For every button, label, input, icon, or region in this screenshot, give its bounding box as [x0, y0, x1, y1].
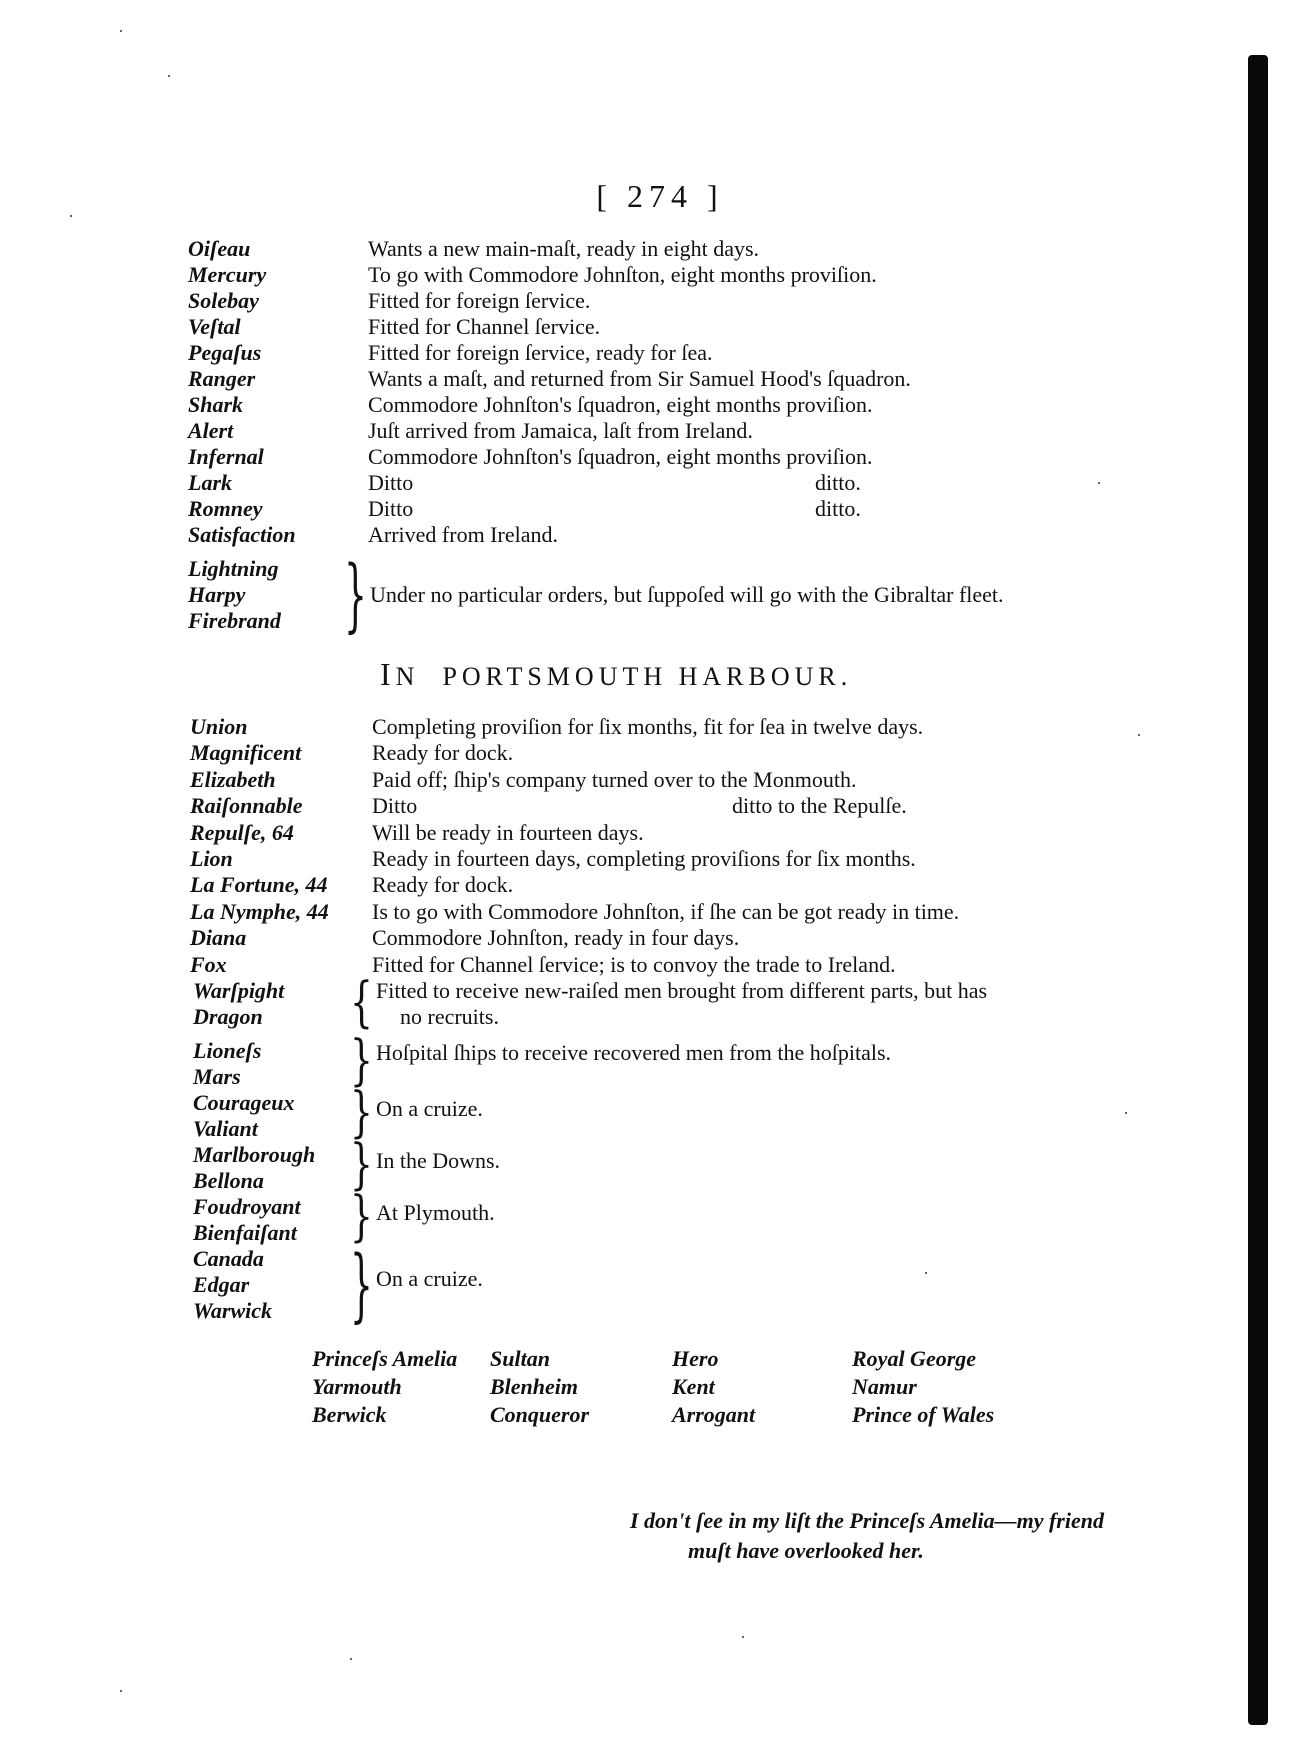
grid-ship-name: Yarmouth: [312, 1374, 402, 1399]
ship-name: Oiſeau: [188, 236, 251, 261]
ship-name: Veſtal: [188, 314, 241, 339]
ship-name: Satisfaction: [188, 522, 296, 547]
ship-name: Raiſonnable: [190, 793, 303, 819]
ship-note: Ready for dock.: [372, 872, 514, 898]
grid-ship-name: Blenheim: [490, 1374, 579, 1399]
ship-name: Infernal: [188, 444, 264, 469]
ship-name: Fox: [190, 951, 227, 977]
group-note: On a cruize.: [376, 1266, 483, 1291]
group-ship-name: Mars: [193, 1064, 241, 1089]
ship-note: To go with Commodore Johnſton, eight months proviſion.: [368, 262, 877, 287]
ship-name: Romney: [188, 496, 263, 521]
group-ship-name: Warſpight: [193, 978, 285, 1003]
grid-ship-name: Prince of Wales: [852, 1402, 995, 1427]
group-ship-name: Lioneſs: [193, 1038, 262, 1063]
ship-note: Fitted for foreign ſervice, ready for ſea.: [368, 340, 713, 365]
group-note: In the Downs.: [376, 1148, 501, 1173]
grid-ship-name: Conqueror: [490, 1402, 590, 1427]
group-ship-name: Foudroyant: [193, 1194, 301, 1219]
speck: [925, 1272, 927, 1274]
speck: [120, 30, 122, 32]
curly-brace-icon: }: [350, 1081, 373, 1145]
grid-ship-name: Royal George: [852, 1346, 977, 1371]
group-ship-name: Courageux: [193, 1090, 295, 1115]
ship-name: Magnificent: [190, 740, 302, 766]
ship-note-ditto: ditto to the Repulſe.: [732, 793, 907, 819]
speck: [70, 215, 72, 217]
grid-ship-name: Princeſs Amelia: [312, 1346, 458, 1371]
ship-note: Will be ready in fourteen days.: [372, 819, 644, 845]
curly-brace-icon: }: [350, 1029, 373, 1093]
ship-name: Lark: [188, 470, 232, 495]
ship-note: Wants a maſt, and returned from Sir Samuel Hood's ſquadron.: [368, 366, 911, 391]
group-ship-name: Firebrand: [188, 608, 281, 633]
ship-name: La Fortune, 44: [190, 872, 328, 898]
group-ship-name: Marlborough: [193, 1142, 316, 1167]
group-ship-name: Edgar: [193, 1272, 250, 1297]
speck: [168, 75, 170, 77]
speck: [350, 1658, 352, 1660]
ship-note: Commodore Johnſton's ſquadron, eight months proviſion.: [368, 444, 873, 469]
grid-ship-name: Arrogant: [672, 1402, 756, 1427]
ship-name: Solebay: [188, 288, 259, 313]
group-ship-name: Valiant: [193, 1116, 258, 1141]
speck: [120, 1690, 122, 1692]
speck: [1098, 482, 1100, 484]
ship-note: Ditto: [368, 496, 414, 521]
group-ship-name: Warwick: [193, 1298, 273, 1323]
ship-note: Ready in fourteen days, completing proviſions for ſix months.: [372, 846, 916, 871]
ship-name: Diana: [190, 925, 247, 951]
ship-name: Pegaſus: [188, 340, 262, 365]
curly-brace-icon: }: [344, 550, 367, 642]
curly-brace-icon: }: [350, 1185, 373, 1249]
grid-ship-name: Sultan: [490, 1346, 550, 1371]
ship-name: Union: [190, 714, 248, 739]
binding-shadow: [1248, 55, 1268, 1725]
closing-note-line: muſt have overlooked her.: [688, 1538, 924, 1563]
curly-brace-icon: }: [350, 1133, 373, 1197]
ship-note: Fitted for Channel ſervice; is to convoy the trade to Ireland.: [372, 951, 896, 977]
group-ship-name: Canada: [193, 1246, 264, 1271]
ship-note: Arrived from Ireland.: [368, 522, 558, 547]
group-note-continued: no recruits.: [400, 1004, 499, 1029]
ship-note: Ready for dock.: [372, 740, 514, 766]
grid-ship-name: Hero: [672, 1346, 719, 1371]
group-note: On a cruize.: [376, 1096, 483, 1121]
group-note: Under no particular orders, but ſuppoſed will go with the Gibraltar fleet.: [370, 582, 1004, 607]
closing-note-line: I don't ſee in my liſt the Princeſs Amelia—my friend: [630, 1508, 1104, 1533]
ship-note: Commodore Johnſton's ſquadron, eight months proviſion.: [368, 392, 873, 417]
ship-note-ditto: ditto.: [815, 470, 861, 495]
ship-note: Juſt arrived from Jamaica, laſt from Ireland.: [368, 418, 753, 443]
section-heading: IN PORTSMOUTH HARBOUR.: [380, 656, 853, 692]
ship-name: Mercury: [188, 262, 267, 287]
speck: [1138, 734, 1140, 736]
group-note: Hoſpital ſhips to receive recovered men from the hoſpitals.: [376, 1040, 892, 1065]
page-number: [ 274 ]: [596, 178, 724, 214]
curly-brace-icon: }: [350, 1240, 373, 1332]
ship-note: Commodore Johnſton, ready in four days.: [372, 925, 740, 951]
ship-note: Fitted for foreign ſervice.: [368, 288, 591, 313]
ship-name: La Nymphe, 44: [190, 898, 329, 924]
speck: [742, 1636, 744, 1638]
ship-note: Paid off; ſhip's company turned over to the Monmouth.: [372, 766, 857, 792]
group-note: Fitted to receive new-raiſed men brought from different parts, but has: [376, 978, 988, 1003]
ship-note: Completing proviſion for ſix months, fit for ſea in twelve days.: [372, 714, 924, 739]
grid-ship-name: Berwick: [312, 1402, 387, 1427]
group-ship-name: Dragon: [193, 1004, 263, 1029]
group-note: At Plymouth.: [376, 1200, 495, 1225]
ship-name: Alert: [188, 418, 234, 443]
ship-name: Repulſe, 64: [190, 819, 294, 845]
ship-note: Ditto: [372, 793, 418, 819]
ship-name: Shark: [188, 392, 244, 417]
grid-ship-name: Namur: [852, 1374, 917, 1399]
ship-name: Elizabeth: [190, 766, 276, 792]
ship-name: Lion: [190, 846, 233, 871]
speck: [1125, 1112, 1127, 1114]
ship-note-ditto: ditto.: [815, 496, 861, 521]
ship-note: Fitted for Channel ſervice.: [368, 314, 601, 339]
group-ship-name: Bellona: [193, 1168, 264, 1193]
ship-note: Ditto: [368, 470, 414, 495]
grid-ship-name: Kent: [672, 1374, 715, 1399]
ship-note: Wants a new main-maſt, ready in eight days.: [368, 236, 760, 261]
ship-note: Is to go with Commodore Johnſton, if ſhe can be got ready in time.: [372, 898, 960, 924]
curly-brace-icon: {: [350, 971, 373, 1035]
group-ship-name: Harpy: [188, 582, 246, 607]
group-ship-name: Bienfaiſant: [193, 1220, 297, 1245]
group-ship-name: Lightning: [188, 556, 279, 581]
ship-name: Ranger: [188, 366, 256, 391]
